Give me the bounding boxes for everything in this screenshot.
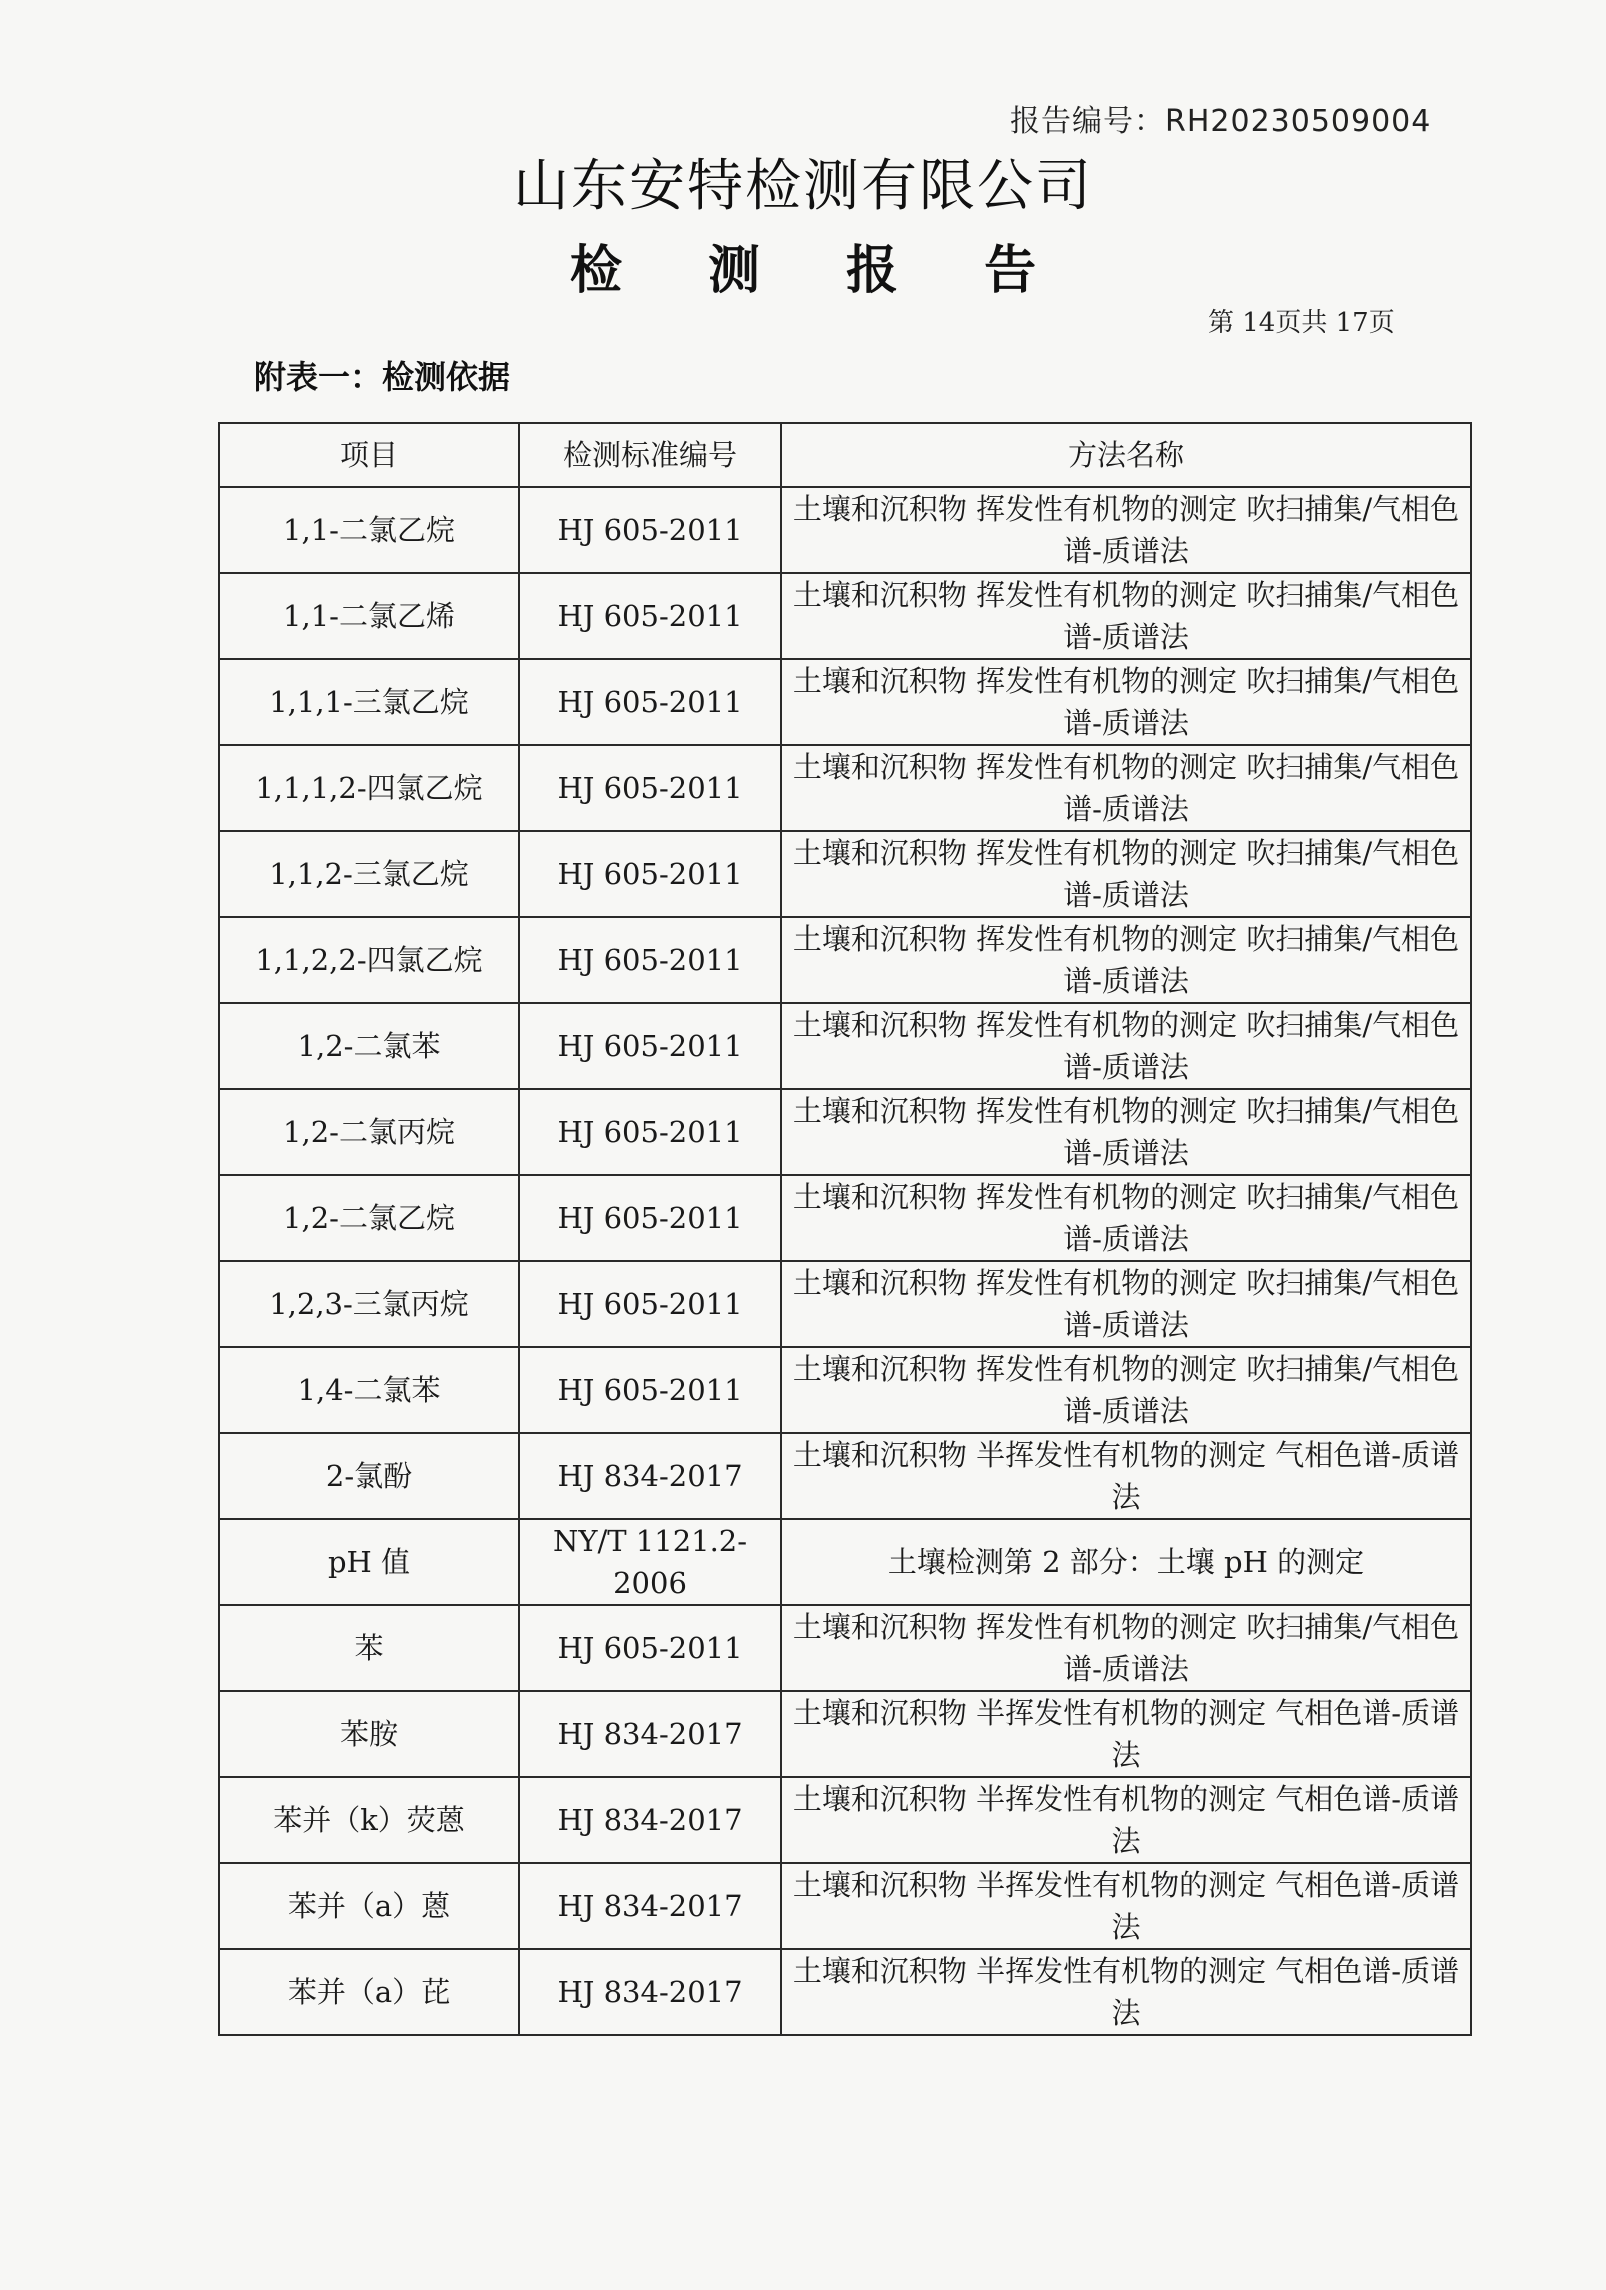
cell-standard: HJ 834-2017 [519,1691,781,1777]
cell-standard: HJ 605-2011 [519,1175,781,1261]
table-body [219,487,1471,2035]
cell-item: 苯并（a）芘 [219,1949,519,2035]
section-title: 附表一：检测依据 [254,358,511,396]
column-header-item: 项目 [219,423,519,487]
cell-standard: NY/T 1121.2-2006 [519,1519,781,1605]
table-row [219,659,1471,745]
table-row [219,1261,1471,1347]
cell-item: 1,1,1-三氯乙烷 [219,659,519,745]
cell-standard: HJ 834-2017 [519,1433,781,1519]
table-row [219,745,1471,831]
cell-method: 土壤和沉积物 半挥发性有机物的测定 气相色谱-质谱法 [781,1949,1471,2035]
column-header-method: 方法名称 [781,423,1471,487]
cell-standard: HJ 605-2011 [519,1089,781,1175]
table-row [219,1347,1471,1433]
cell-method: 土壤和沉积物 半挥发性有机物的测定 气相色谱-质谱法 [781,1863,1471,1949]
cell-method: 土壤和沉积物 挥发性有机物的测定 吹扫捕集/气相色谱-质谱法 [781,1175,1471,1261]
report-number: 报告编号：RH20230509004 [1010,104,1432,139]
table-row [219,1175,1471,1261]
cell-item: 1,2-二氯丙烷 [219,1089,519,1175]
cell-method: 土壤和沉积物 挥发性有机物的测定 吹扫捕集/气相色谱-质谱法 [781,573,1471,659]
column-header-standard: 检测标准编号 [519,423,781,487]
cell-item: 2-氯酚 [219,1433,519,1519]
cell-item: 1,2,3-三氯丙烷 [219,1261,519,1347]
cell-item: 苯并（a）蒽 [219,1863,519,1949]
cell-method: 土壤和沉积物 半挥发性有机物的测定 气相色谱-质谱法 [781,1691,1471,1777]
cell-standard: HJ 834-2017 [519,1949,781,2035]
cell-item: 1,1,1,2-四氯乙烷 [219,745,519,831]
table-row [219,1777,1471,1863]
cell-method: 土壤和沉积物 挥发性有机物的测定 吹扫捕集/气相色谱-质谱法 [781,1261,1471,1347]
table-header-row [219,423,1471,487]
cell-item: 苯 [219,1605,519,1691]
test-basis-table [218,422,1472,2036]
cell-method: 土壤和沉积物 挥发性有机物的测定 吹扫捕集/气相色谱-质谱法 [781,917,1471,1003]
cell-method: 土壤检测第 2 部分：土壤 pH 的测定 [781,1519,1471,1605]
cell-standard: HJ 605-2011 [519,1261,781,1347]
company-name: 山东安特检测有限公司 [513,154,1093,219]
cell-method: 土壤和沉积物 挥发性有机物的测定 吹扫捕集/气相色谱-质谱法 [781,1605,1471,1691]
cell-item: 1,2-二氯苯 [219,1003,519,1089]
cell-item: 1,1-二氯乙烯 [219,573,519,659]
cell-method: 土壤和沉积物 挥发性有机物的测定 吹扫捕集/气相色谱-质谱法 [781,1089,1471,1175]
cell-standard: HJ 834-2017 [519,1863,781,1949]
document-title: 检 测 报 告 [569,241,1071,301]
cell-standard: HJ 605-2011 [519,1347,781,1433]
table-row [219,1949,1471,2035]
cell-standard: HJ 605-2011 [519,1605,781,1691]
cell-standard: HJ 605-2011 [519,917,781,1003]
cell-standard: HJ 605-2011 [519,745,781,831]
cell-method: 土壤和沉积物 挥发性有机物的测定 吹扫捕集/气相色谱-质谱法 [781,487,1471,573]
cell-standard: HJ 605-2011 [519,831,781,917]
cell-standard: HJ 605-2011 [519,659,781,745]
cell-method: 土壤和沉积物 挥发性有机物的测定 吹扫捕集/气相色谱-质谱法 [781,1347,1471,1433]
table-row [219,1433,1471,1519]
table-row [219,1089,1471,1175]
cell-method: 土壤和沉积物 半挥发性有机物的测定 气相色谱-质谱法 [781,1433,1471,1519]
table-row [219,1605,1471,1691]
page-indicator: 第 14页共 17页 [1208,308,1395,338]
cell-item: 1,1,2-三氯乙烷 [219,831,519,917]
cell-item: pH 值 [219,1519,519,1605]
cell-item: 1,4-二氯苯 [219,1347,519,1433]
table-row [219,573,1471,659]
table-row [219,487,1471,573]
cell-method: 土壤和沉积物 半挥发性有机物的测定 气相色谱-质谱法 [781,1777,1471,1863]
cell-method: 土壤和沉积物 挥发性有机物的测定 吹扫捕集/气相色谱-质谱法 [781,1003,1471,1089]
table-row [219,831,1471,917]
cell-method: 土壤和沉积物 挥发性有机物的测定 吹扫捕集/气相色谱-质谱法 [781,831,1471,917]
cell-standard: HJ 605-2011 [519,487,781,573]
cell-item: 苯并（k）荧蒽 [219,1777,519,1863]
cell-method: 土壤和沉积物 挥发性有机物的测定 吹扫捕集/气相色谱-质谱法 [781,659,1471,745]
table-row [219,1863,1471,1949]
table-row [219,1519,1471,1605]
cell-item: 1,2-二氯乙烷 [219,1175,519,1261]
cell-standard: HJ 605-2011 [519,573,781,659]
cell-item: 1,1,2,2-四氯乙烷 [219,917,519,1003]
cell-standard: HJ 834-2017 [519,1777,781,1863]
table-row [219,1003,1471,1089]
cell-method: 土壤和沉积物 挥发性有机物的测定 吹扫捕集/气相色谱-质谱法 [781,745,1471,831]
cell-item: 1,1-二氯乙烷 [219,487,519,573]
table-row [219,1691,1471,1777]
cell-item: 苯胺 [219,1691,519,1777]
table-row [219,917,1471,1003]
cell-standard: HJ 605-2011 [519,1003,781,1089]
